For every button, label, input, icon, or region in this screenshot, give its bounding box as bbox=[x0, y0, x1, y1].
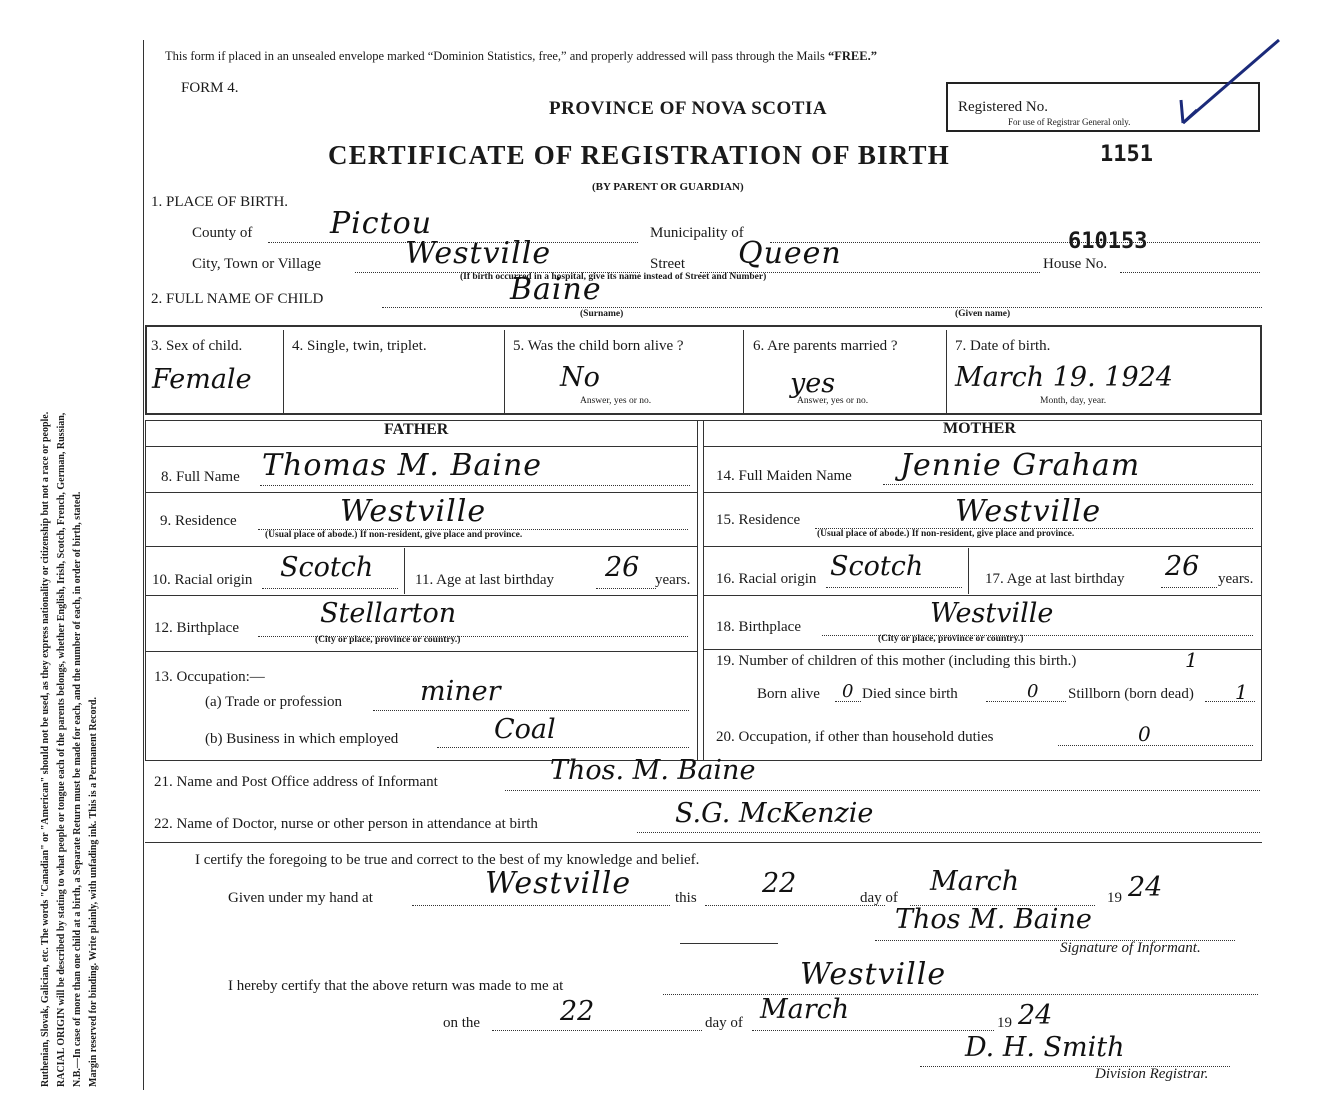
father-business-label: (b) Business in which employed bbox=[205, 731, 399, 747]
given-year-suffix: 24 bbox=[1128, 872, 1163, 903]
informant-label: 21. Name and Post Office address of Informant bbox=[154, 774, 438, 790]
born-alive-label: 5. Was the child born alive ? bbox=[513, 338, 684, 354]
born-alive-count-label: Born alive bbox=[757, 686, 820, 702]
hospital-note: (If birth occurred in a hospital, give its name instead of Street and Number) bbox=[460, 272, 767, 282]
mother-birthplace: Westville bbox=[930, 598, 1054, 629]
county-label: County of bbox=[192, 225, 253, 241]
stillborn-label: Stillborn (born dead) bbox=[1068, 686, 1194, 702]
margin-border bbox=[143, 40, 144, 1090]
married-hint: Answer, yes or no. bbox=[797, 396, 869, 406]
mother-occupation-label: 20. Occupation, if other than household duties bbox=[716, 729, 994, 745]
registrar-label: Division Registrar. bbox=[1095, 1066, 1209, 1082]
father-birthplace: Stellarton bbox=[320, 598, 457, 629]
doctor-value: S.G. McKenzie bbox=[675, 798, 874, 829]
mail-note-text: This form if placed in an unsealed envelope marked “Dominion Statistics, free,” and properly addressed will pass through the Mails bbox=[165, 49, 829, 63]
father-racial: Scotch bbox=[280, 552, 374, 583]
mother-racial-label: 16. Racial origin bbox=[716, 571, 817, 587]
return-label: I hereby certify that the above return was made to me at bbox=[228, 978, 564, 994]
house-label: House No. bbox=[1043, 256, 1108, 272]
city-value: Westville bbox=[405, 236, 552, 271]
return-day-of-label: day of bbox=[705, 1015, 743, 1031]
registrar-signature: D. H. Smith bbox=[965, 1032, 1125, 1063]
mother-birthplace-hint: (City or place, province or country.) bbox=[878, 634, 1024, 644]
margin-note bbox=[0, 0, 140, 1107]
form-number: FORM 4. bbox=[181, 80, 239, 96]
father-racial-label: 10. Racial origin bbox=[152, 572, 253, 588]
father-heading: FATHER bbox=[384, 421, 449, 438]
father-age-label: 11. Age at last birthday bbox=[415, 572, 554, 588]
on-the-label: on the bbox=[443, 1015, 481, 1031]
province-title: PROVINCE OF NOVA SCOTIA bbox=[549, 98, 828, 119]
given-year-prefix: 19 bbox=[1107, 890, 1122, 906]
stamp-number: 1151 bbox=[1100, 142, 1153, 167]
father-birthplace-hint: (City or place, province or country.) bbox=[315, 635, 461, 645]
given-under-hand-label: Given under my hand at bbox=[228, 890, 373, 906]
mother-birthplace-label: 18. Birthplace bbox=[716, 619, 801, 635]
father-age-unit: years. bbox=[655, 572, 691, 588]
father-age: 26 bbox=[605, 552, 640, 583]
father-trade-label: (a) Trade or profession bbox=[205, 694, 343, 710]
doctor-label: 22. Name of Doctor, nurse or other person in attendance at birth bbox=[154, 816, 538, 832]
mother-name: Jennie Graham bbox=[900, 448, 1141, 483]
this-label: this bbox=[675, 890, 697, 906]
mail-note-free: “FREE.” bbox=[828, 49, 877, 63]
house-number: 610153 bbox=[1068, 229, 1148, 254]
mother-age-unit: years. bbox=[1218, 571, 1254, 587]
row3-bottom-border bbox=[145, 413, 1262, 415]
sex-value: Female bbox=[152, 364, 252, 395]
street-value: Queen bbox=[738, 236, 842, 271]
mother-name-label: 14. Full Maiden Name bbox=[716, 468, 852, 484]
born-alive-value: No bbox=[560, 362, 600, 393]
married-label: 6. Are parents married ? bbox=[753, 338, 898, 354]
registered-label: Registered No. bbox=[958, 99, 1048, 115]
place-of-birth-label: 1. PLACE OF BIRTH. bbox=[151, 194, 289, 210]
mother-racial: Scotch bbox=[830, 551, 924, 582]
father-name: Thomas M. Baine bbox=[262, 448, 543, 483]
given-name-label: (Given name) bbox=[955, 309, 1011, 319]
checkmark-arrow-icon bbox=[1175, 28, 1295, 128]
mother-age-label: 17. Age at last birthday bbox=[985, 571, 1125, 587]
return-place: Westville bbox=[800, 957, 947, 992]
died-since-birth-count: 0 bbox=[1027, 681, 1039, 702]
return-day: 22 bbox=[560, 996, 595, 1027]
stillborn-count: 1 bbox=[1235, 680, 1248, 704]
certificate-subtitle: (BY PARENT OR GUARDIAN) bbox=[592, 181, 744, 193]
child-name-label: 2. FULL NAME OF CHILD bbox=[151, 291, 324, 307]
given-day-of-label: day of bbox=[860, 890, 898, 906]
registered-note: For use of Registrar General only. bbox=[1008, 117, 1131, 127]
born-alive-hint: Answer, yes or no. bbox=[580, 396, 652, 406]
mother-age: 26 bbox=[1165, 551, 1200, 582]
mother-residence-hint: (Usual place of abode.) If non-resident, give place and province. bbox=[817, 529, 1075, 539]
margin-note-line-4: Ruthenian, Slovak, Galician, etc. The words "Canadian" or "American" should not be used, as they express nationality or citizenship but not a race or people. bbox=[40, 411, 51, 1087]
return-month: March bbox=[760, 994, 850, 1025]
sex-label: 3. Sex of child. bbox=[151, 338, 243, 354]
county-value: Pictou bbox=[330, 206, 433, 241]
return-year-prefix: 19 bbox=[997, 1015, 1012, 1031]
mother-children: 1 bbox=[1185, 648, 1198, 672]
informant-signature: Thos M. Baine bbox=[895, 904, 1092, 935]
mother-residence: Westville bbox=[955, 494, 1102, 529]
row3-top-border bbox=[145, 325, 1262, 327]
dob-label: 7. Date of birth. bbox=[955, 338, 1051, 354]
margin-note-line-3: RACIAL ORIGIN will be described by stating to what people or tongue each of the parents belongs, whether English, Irish, Scotch, French, German, Russian, bbox=[56, 412, 67, 1087]
father-residence-label: 9. Residence bbox=[160, 513, 237, 529]
father-residence: Westville bbox=[340, 494, 487, 529]
father-residence-hint: (Usual place of abode.) If non-resident, give place and province. bbox=[265, 530, 523, 540]
father-name-label: 8. Full Name bbox=[161, 469, 240, 485]
dob-value: March 19. 1924 bbox=[955, 362, 1173, 393]
father-trade: miner bbox=[420, 676, 501, 707]
municipality-label: Municipality of bbox=[650, 225, 744, 241]
dob-hint: Month, day, year. bbox=[1040, 396, 1107, 406]
return-year-suffix: 24 bbox=[1018, 1000, 1053, 1031]
mother-heading: MOTHER bbox=[943, 420, 1016, 437]
multiple-birth-label: 4. Single, twin, triplet. bbox=[292, 338, 427, 354]
given-day: 22 bbox=[762, 868, 797, 899]
father-birthplace-label: 12. Birthplace bbox=[154, 620, 239, 636]
married-value: yes bbox=[790, 368, 836, 399]
mother-residence-label: 15. Residence bbox=[716, 512, 801, 528]
died-since-birth-label: Died since birth bbox=[862, 686, 958, 702]
city-label: City, Town or Village bbox=[192, 256, 322, 272]
mother-children-label: 19. Number of children of this mother (including this birth.) bbox=[716, 653, 1077, 669]
signature-label: Signature of Informant. bbox=[1060, 940, 1201, 956]
father-business: Coal bbox=[494, 714, 556, 745]
mother-occupation: 0 bbox=[1138, 722, 1151, 746]
given-place: Westville bbox=[485, 866, 632, 901]
born-alive-count: 0 bbox=[842, 681, 854, 702]
surname-label: (Surname) bbox=[580, 309, 624, 319]
margin-note-line-2: N.B.—In case of more than one child at a birth, a Separate Return must be made for each, and the number of each, in order of birth, stated. bbox=[72, 491, 83, 1087]
street-label: Street bbox=[650, 256, 685, 272]
mail-note bbox=[165, 49, 877, 64]
certification-statement: I certify the foregoing to be true and correct to the best of my knowledge and belief. bbox=[195, 852, 700, 868]
father-occupation-label: 13. Occupation:— bbox=[154, 669, 265, 685]
informant-value: Thos. M. Baine bbox=[550, 755, 756, 786]
certificate-title: CERTIFICATE OF REGISTRATION OF BIRTH bbox=[328, 140, 950, 170]
margin-note-line-1: Margin reserved for binding. Write plainly, with unfading ink. This is a Permanent Record. bbox=[88, 697, 99, 1087]
given-month: March bbox=[930, 866, 1020, 897]
child-surname: Baine bbox=[510, 272, 602, 307]
